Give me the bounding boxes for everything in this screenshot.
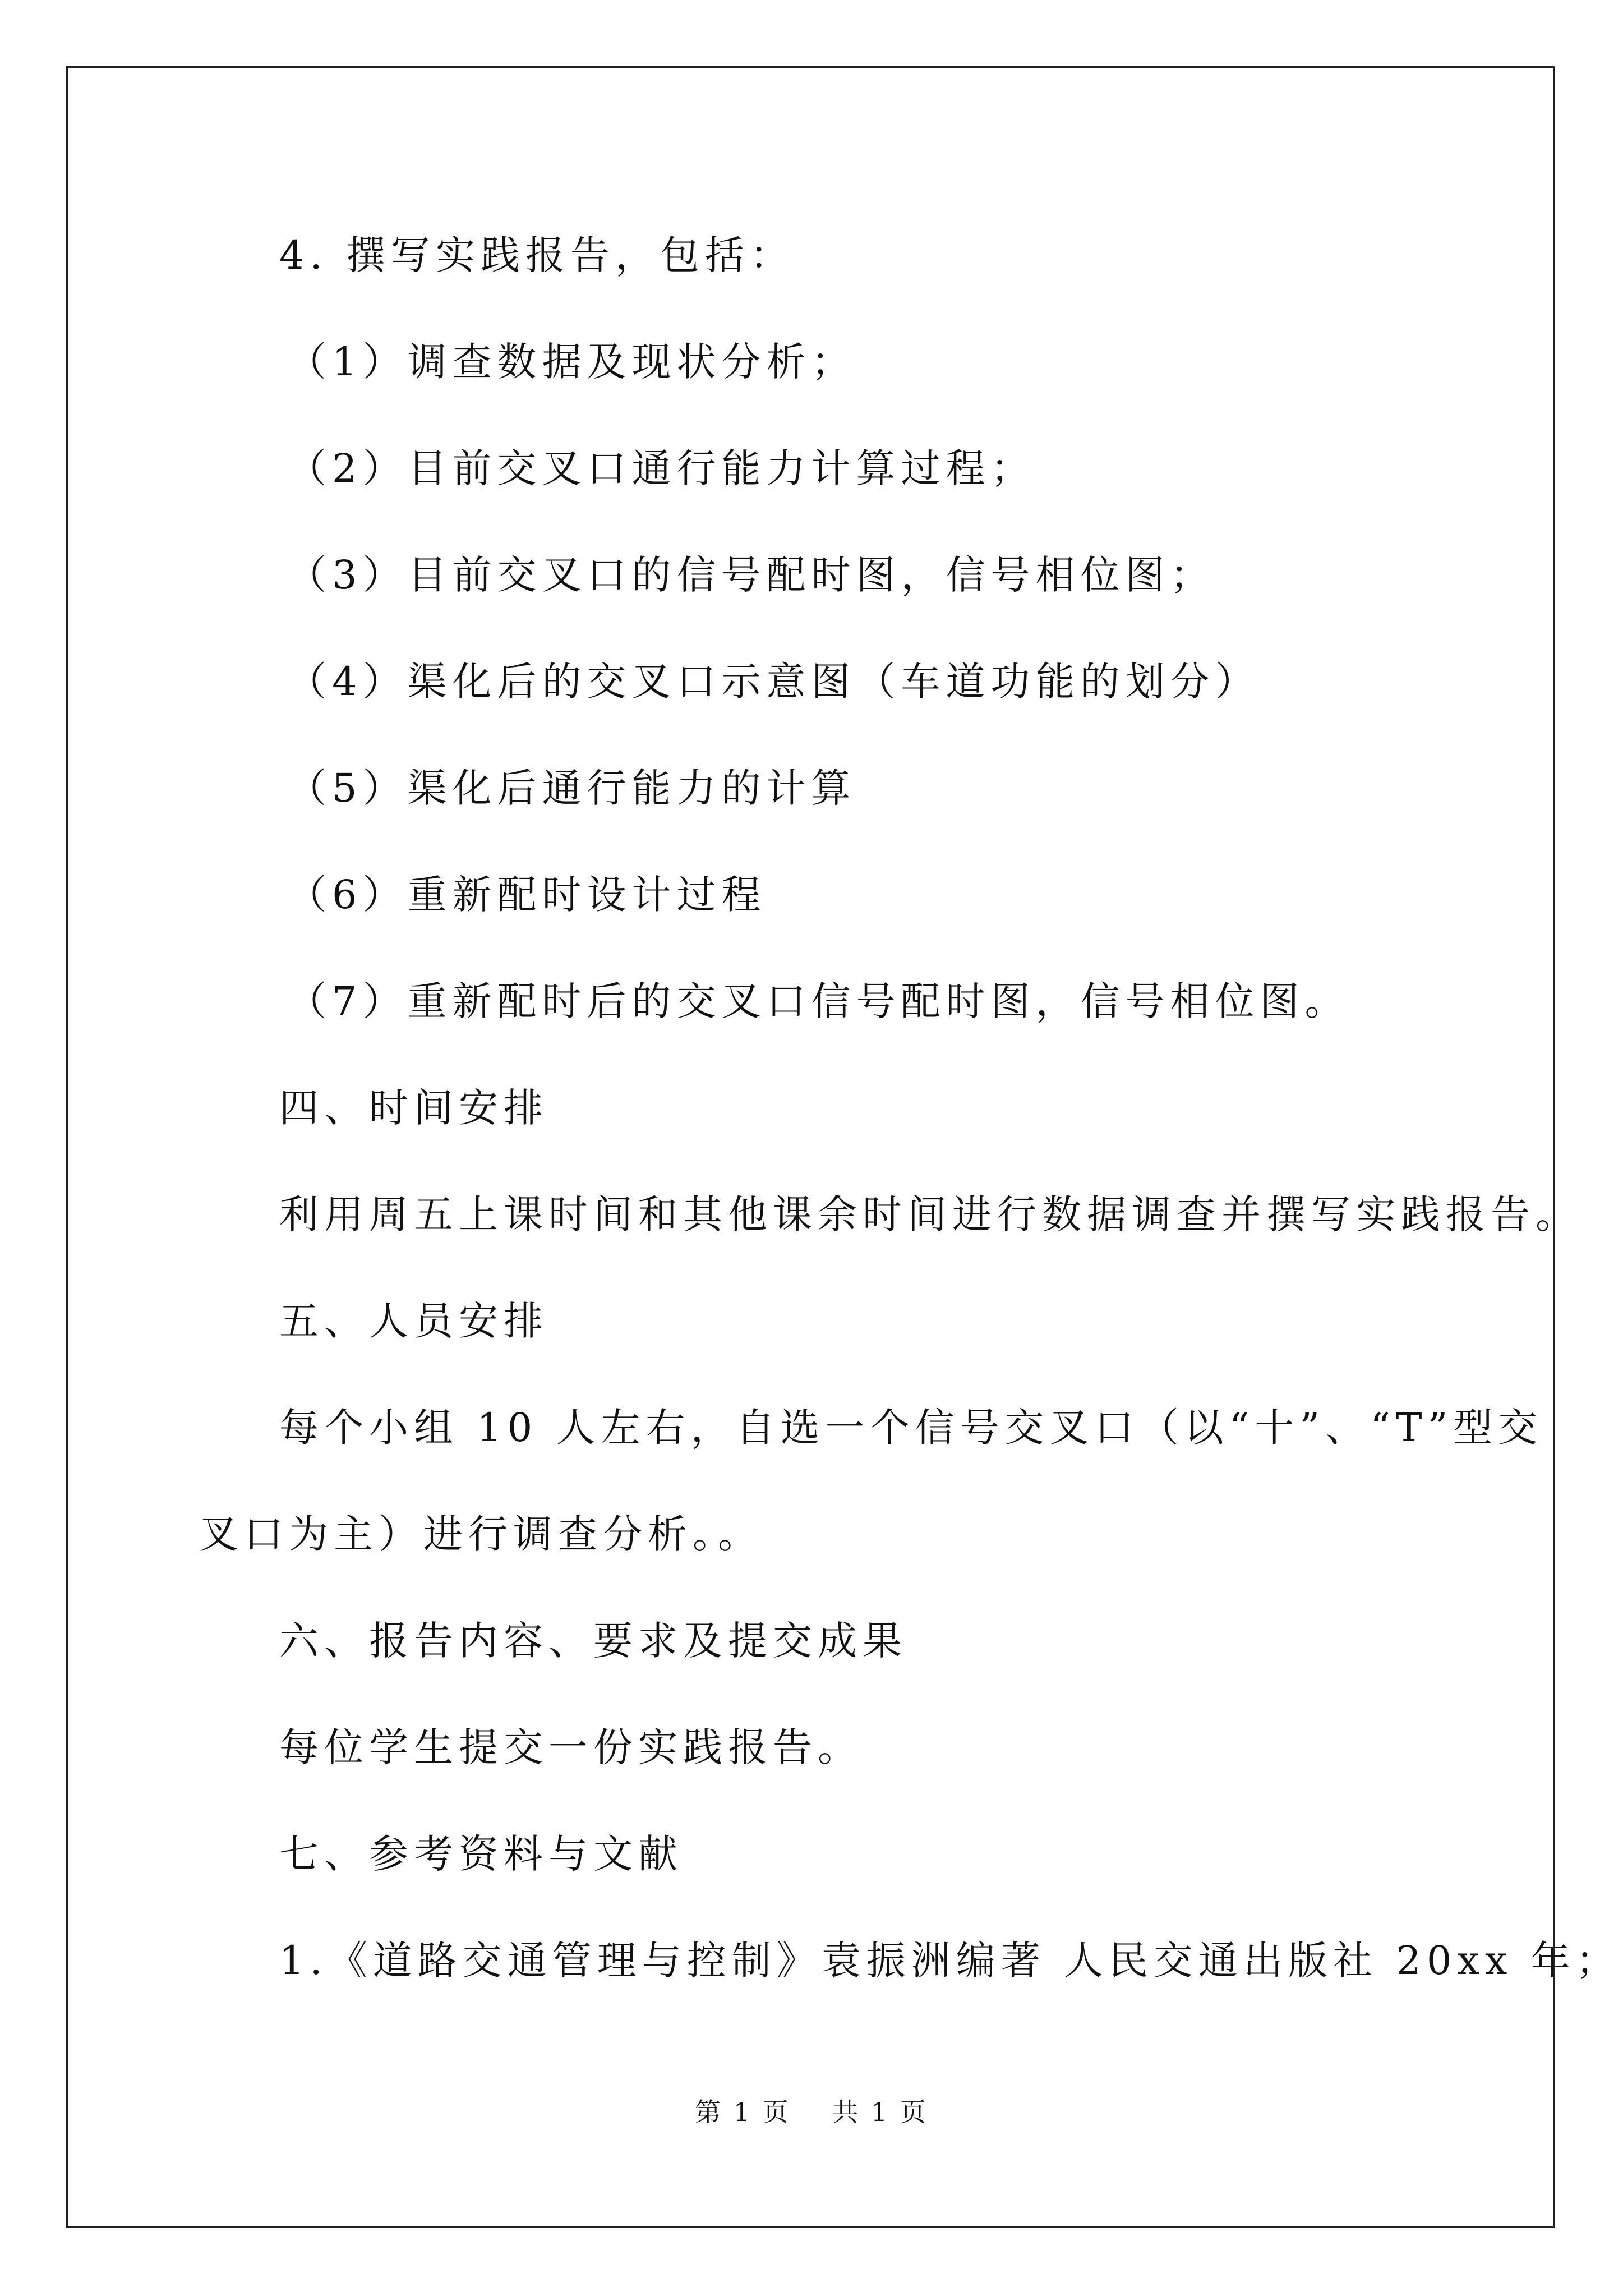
sub-item-4: （4）渠化后的交叉口示意图（车道功能的划分）: [287, 659, 1260, 705]
section-heading-schedule: 四、时间安排: [279, 1085, 548, 1131]
section-heading-personnel: 五、人员安排: [279, 1298, 548, 1344]
reference-item-1: 1.《道路交通管理与控制》袁振洲编著 人民交通出版社 20xx 年；: [279, 1938, 1621, 1984]
paragraph-report: 每位学生提交一份实践报告。: [279, 1724, 863, 1770]
sub-item-5: （5）渠化后通行能力的计算: [287, 765, 856, 811]
page-footer: 第 1 页 共 1 页: [695, 2097, 928, 2127]
section-heading-report: 六、报告内容、要求及提交成果: [279, 1618, 907, 1664]
sub-item-3: （3）目前交叉口的信号配时图，信号相位图；: [287, 552, 1215, 598]
page-border: [66, 66, 1555, 2228]
sub-item-7: （7）重新配时后的交叉口信号配时图，信号相位图。: [287, 978, 1350, 1024]
sub-item-1: （1）调查数据及现状分析；: [287, 339, 856, 385]
paragraph-personnel-line-2: 叉口为主）进行调查分析。。: [199, 1511, 763, 1557]
sub-item-6: （6）重新配时设计过程: [287, 872, 767, 918]
section-heading-references: 七、参考资料与文献: [279, 1831, 683, 1877]
sub-item-2: （2）目前交叉口通行能力计算过程；: [287, 445, 1036, 491]
item-4-heading: 4. 撰写实践报告，包括：: [279, 232, 795, 278]
paragraph-personnel-line-1: 每个小组 10 人左右，自选一个信号交叉口（以“十”、“T”型交: [279, 1405, 1543, 1451]
paragraph-schedule: 利用周五上课时间和其他课余时间进行数据调查并撰写实践报告。: [279, 1191, 1580, 1237]
